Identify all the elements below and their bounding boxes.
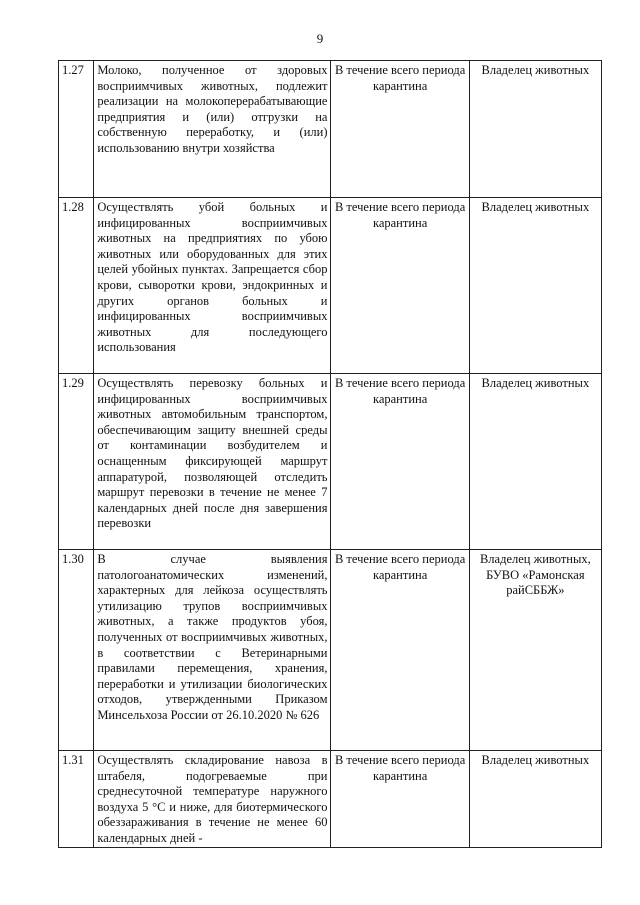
page-number: 9	[316, 31, 324, 46]
row-term: В течение всего периода карантина	[331, 751, 469, 848]
row-responsible: Владелец животных, БУВО «Рамонская райСББЖ»	[469, 550, 601, 751]
table-row	[59, 751, 602, 848]
row-responsible: Владелец животных	[469, 61, 601, 198]
row-action: Осуществлять убой больных и инфицированных восприимчивых животных на предприятиях по убою животных или оборудованных для этих целей убойных пунктах. Запрещается сбор крови, сыворотки крови, эндокринных и других органов больных и инфицированных восприимчивых животных для последующего использования	[94, 198, 331, 374]
row-action: В случае выявления патологоанатомических изменений, характерных для лейкоза осуществлять утилизацию трупов восприимчивых животных, а также продуктов убоя, полученных от восприимчивых животных, в соответствии с Ветеринарными правилами перемещения, хранения, переработки и утилизации биологических отходов, утвержденными Приказом Минсельхоза России от 26.10.2020 № 626	[94, 550, 331, 751]
row-action: Осуществлять складирование навоза в штабеля, подогреваемые при среднесуточной температуре наружного воздуха 5 °С и ниже, для биотермического обеззараживания в течение не менее 60 календарных дней -	[94, 751, 331, 848]
row-responsible: Владелец животных	[469, 198, 601, 374]
row-term: В течение всего периода карантина	[331, 550, 469, 751]
row-number: 1.28	[59, 198, 94, 374]
measures-table	[58, 60, 602, 848]
row-term: В течение всего периода карантина	[331, 61, 469, 198]
table-row	[59, 61, 602, 198]
row-action: Молоко, полученное от здоровых восприимчивых животных, подлежит реализации на молокоперерабатывающие предприятия и (или) отгрузки на собственную переработку, и (или) использованию внутри хозяйства	[94, 61, 331, 198]
row-number: 1.31	[59, 751, 94, 848]
row-responsible: Владелец животных	[469, 751, 601, 848]
row-number: 1.29	[59, 374, 94, 550]
table-row	[59, 374, 602, 550]
row-responsible: Владелец животных	[469, 374, 601, 550]
table-row	[59, 198, 602, 374]
row-number: 1.27	[59, 61, 94, 198]
row-number: 1.30	[59, 550, 94, 751]
row-action: Осуществлять перевозку больных и инфицированных восприимчивых животных автомобильным транспортом, обеспечивающим защиту внешней среды от контаминации возбудителем и оснащенным фиксирующей маршрут аппаратурой, позволяющей отследить маршрут перевозки в течение не менее 7 календарных дней после дня завершения перевозки	[94, 374, 331, 550]
row-term: В течение всего периода карантина	[331, 374, 469, 550]
row-term: В течение всего периода карантина	[331, 198, 469, 374]
table-row	[59, 550, 602, 751]
